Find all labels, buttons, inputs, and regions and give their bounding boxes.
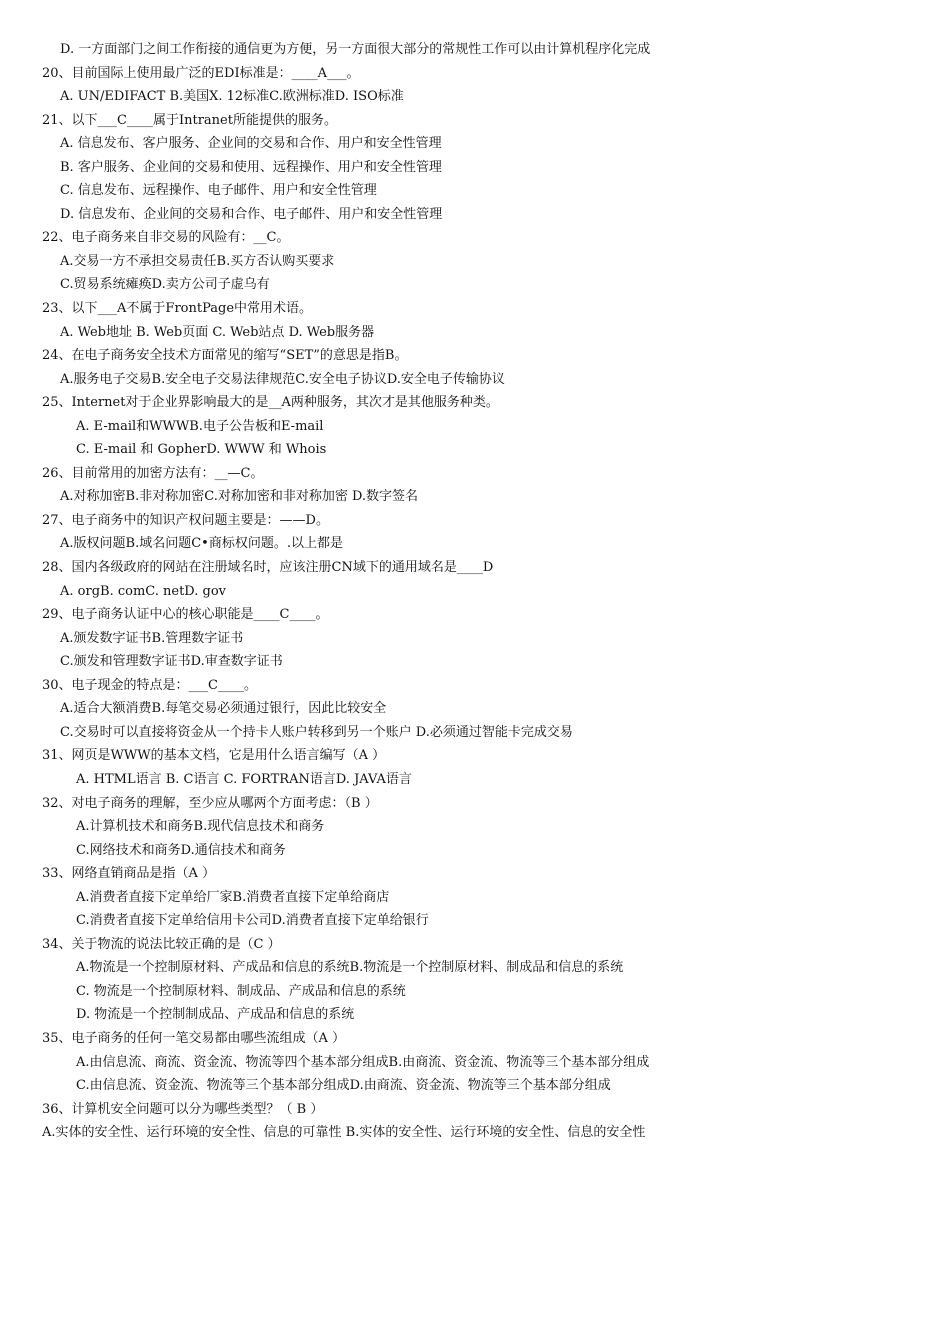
option-line: A.版权问题B.域名问题C•商标权问题。.以上都是 <box>60 536 343 552</box>
question-line: 30、电子现金的特点是：___C____。 <box>42 677 257 693</box>
question-line: 33、网络直销商品是指（A ） <box>42 866 216 882</box>
question-line: 32、对电子商务的理解，至少应从哪两个方面考虑：（B ） <box>42 795 378 811</box>
option-line: A. E-mail和WWWB.电子公告板和E-mail <box>76 418 324 434</box>
option-line: A. orgB. comC. netD. gov <box>60 583 227 599</box>
option-line: A.适合大额消费B.每笔交易必须通过银行，因此比较安全 <box>60 701 387 717</box>
option-line: A.实体的安全性、运行环境的安全性、信息的可靠性 B.实体的安全性、运行环境的安全性、信息的安全性 <box>42 1125 646 1141</box>
question-line: 36、计算机安全问题可以分为哪些类型？（ B ） <box>42 1101 324 1117</box>
option-line: A.对称加密B.非对称加密C.对称加密和非对称加密 D.数字签名 <box>60 489 419 505</box>
option-line: D. 信息发布、企业间的交易和合作、电子邮件、用户和安全性管理 <box>60 206 443 222</box>
question-line: 20、目前国际上使用最广泛的EDI标准是：____A___。 <box>42 65 360 81</box>
question-line: 25、Internet对于企业界影响最大的是__A两种服务，其次才是其他服务种类。 <box>42 395 499 411</box>
option-line: C. 物流是一个控制原材料、制成品、产成品和信息的系统 <box>76 983 406 999</box>
option-line: A.消费者直接下定单给厂家B.消费者直接下定单给商店 <box>76 889 390 905</box>
option-line: A.物流是一个控制原材料、产成品和信息的系统B.物流是一个控制原材料、制成品和信息的系统 <box>76 960 624 976</box>
question-line: 29、电子商务认证中心的核心职能是____C____。 <box>42 607 329 623</box>
question-line: 31、网页是WWW的基本文档，它是用什么语言编写（A ） <box>42 748 386 764</box>
option-line: A. Web地址 B. Web页面 C. Web站点 D. Web服务器 <box>60 324 375 340</box>
option-line: C.交易时可以直接将资金从一个持卡人账户转移到另一个账户 D.必须通过智能卡完成交易 <box>60 724 573 740</box>
option-line: A.由信息流、商流、资金流、物流等四个基本部分组成B.由商流、资金流、物流等三个基本部分组成 <box>76 1054 650 1070</box>
option-line: C. 信息发布、远程操作、电子邮件、用户和安全性管理 <box>60 183 377 199</box>
option-line: C.由信息流、资金流、物流等三个基本部分组成D.由商流、资金流、物流等三个基本部分组成 <box>76 1078 611 1094</box>
option-line: A. HTML语言 B. C语言 C. FORTRAN语言D. JAVA语言 <box>76 771 412 787</box>
option-line: C.颁发和管理数字证书D.审查数字证书 <box>60 654 283 670</box>
question-line: 28、国内各级政府的网站在注册域名时，应该注册CN域下的通用域名是____D <box>42 560 494 576</box>
option-line: C.消费者直接下定单给信用卡公司D.消费者直接下定单给银行 <box>76 913 429 929</box>
question-line: 22、电子商务来自非交易的风险有：__C。 <box>42 230 290 246</box>
option-line: A. 信息发布、客户服务、企业间的交易和合作、用户和安全性管理 <box>60 136 442 152</box>
option-line: A. UN/EDIFACT B.美国X. 12标准C.欧洲标准D. ISO标准 <box>60 89 404 105</box>
option-line: D. 物流是一个控制制成品、产成品和信息的系统 <box>76 1007 355 1023</box>
option-line: D. 一方面部门之间工作衔接的通信更为方便，另一方面很大部分的常规性工作可以由计算机程序化完成 <box>60 42 651 57</box>
question-line: 35、电子商务的任何一笔交易都由哪些流组成（A ） <box>42 1030 346 1046</box>
option-line: C.贸易系统瘫痪D.卖方公司子虚乌有 <box>60 277 270 293</box>
option-line: A.颁发数字证书B.管理数字证书 <box>60 630 244 646</box>
question-line: 34、关于物流的说法比较正确的是（C ） <box>42 936 281 952</box>
option-line: A.计算机技术和商务B.现代信息技术和商务 <box>76 819 325 835</box>
option-line: A.服务电子交易B.安全电子交易法律规范C.安全电子协议D.安全电子传输协议 <box>60 371 505 387</box>
option-line: A.交易一方不承担交易责任B.买方否认购买要求 <box>60 253 335 269</box>
option-line: C.网络技术和商务D.通信技术和商务 <box>76 842 286 858</box>
question-line: 27、电子商务中的知识产权问题主要是：——D。 <box>42 512 329 528</box>
document-page <box>0 38 950 1145</box>
question-line: 24、在电子商务安全技术方面常见的缩写“SET”的意思是指B。 <box>42 348 408 364</box>
question-line: 26、目前常用的加密方法有：__—C。 <box>42 465 264 481</box>
option-line: B. 客户服务、企业间的交易和使用、远程操作、用户和安全性管理 <box>60 159 442 175</box>
option-line: C. E-mail 和 GopherD. WWW 和 Whois <box>76 442 327 458</box>
question-line: 21、以下___C____属于Intranet所能提供的服务。 <box>42 112 337 128</box>
question-line: 23、以下___A不属于FrontPage中常用术语。 <box>42 301 313 317</box>
